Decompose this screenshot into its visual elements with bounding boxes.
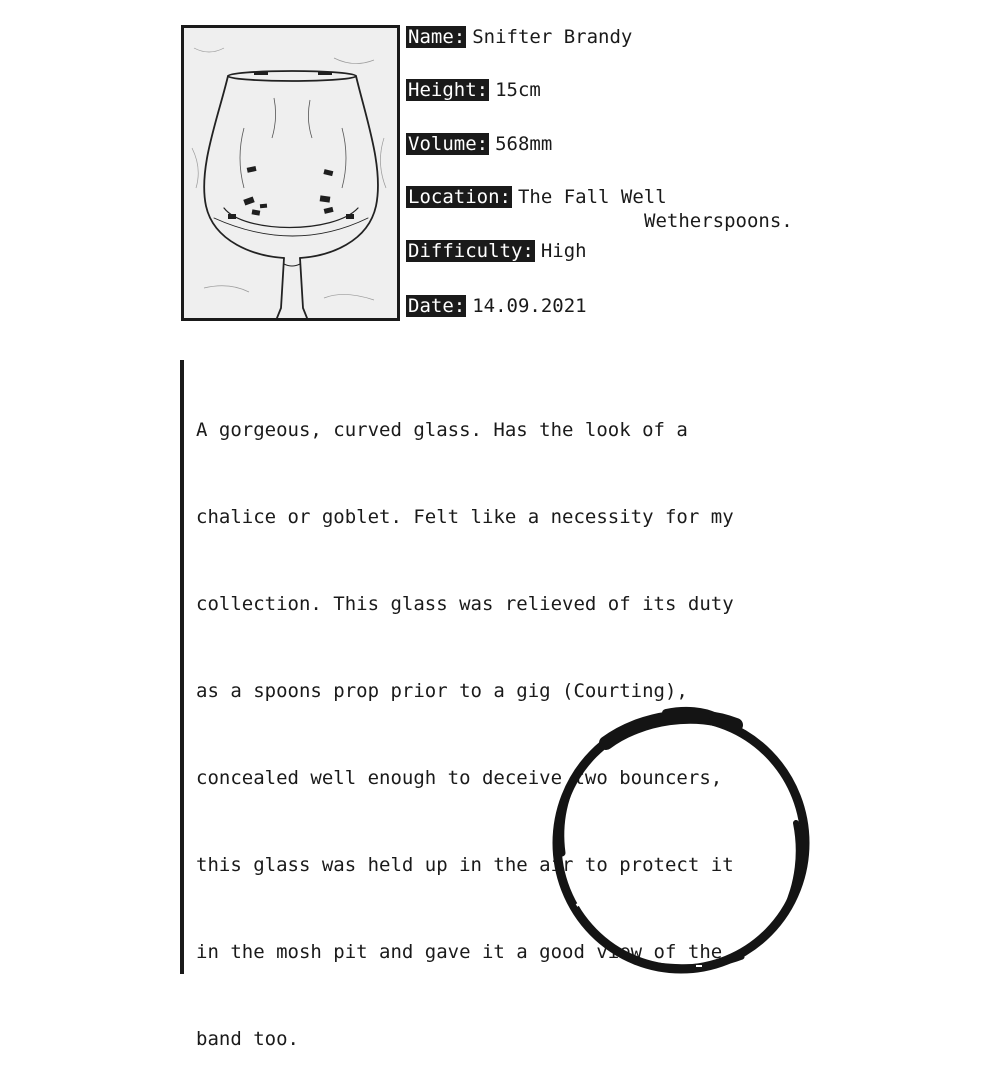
field-name	[406, 24, 632, 50]
story-line: in the mosh pit and gave it a good view of the	[196, 941, 723, 963]
field-difficulty-value: High	[540, 240, 587, 262]
field-difficulty	[406, 238, 587, 264]
field-volume	[406, 131, 552, 157]
story-line: band too.	[196, 1028, 299, 1050]
field-location-label: Location:	[408, 186, 511, 208]
story-line: collection. This glass was relieved of its duty	[196, 593, 734, 615]
field-name-label: Name:	[408, 26, 466, 48]
field-location-value: The Fall Well	[517, 186, 667, 208]
field-date-value: 14.09.2021	[472, 295, 587, 317]
field-difficulty-label: Difficulty:	[408, 240, 534, 262]
field-date-label: Date:	[408, 295, 466, 317]
story-line: as a spoons prop prior to a gig (Courting),	[196, 680, 688, 702]
field-volume-label: Volume:	[408, 133, 489, 155]
field-height-label: Height:	[408, 79, 489, 101]
story-line: this glass was held up in the air to protect it	[196, 854, 734, 876]
story-line: A gorgeous, curved glass. Has the look of a	[196, 419, 688, 441]
story-line: chalice or goblet. Felt like a necessity for my	[196, 506, 734, 528]
story-line: concealed well enough to deceive two bouncers,	[196, 767, 723, 789]
field-location-value-line2: Wetherspoons.	[644, 210, 793, 232]
glass-photo	[181, 25, 400, 321]
story-divider	[180, 360, 184, 974]
snifter-glass-sketch	[184, 28, 397, 318]
field-height	[406, 77, 541, 103]
field-height-value: 15cm	[495, 79, 541, 101]
glass-ring-stain-icon	[546, 703, 816, 979]
field-name-value: Snifter Brandy	[472, 26, 633, 48]
field-location	[406, 184, 667, 210]
field-volume-value: 568mm	[495, 133, 553, 155]
field-date	[406, 293, 587, 319]
